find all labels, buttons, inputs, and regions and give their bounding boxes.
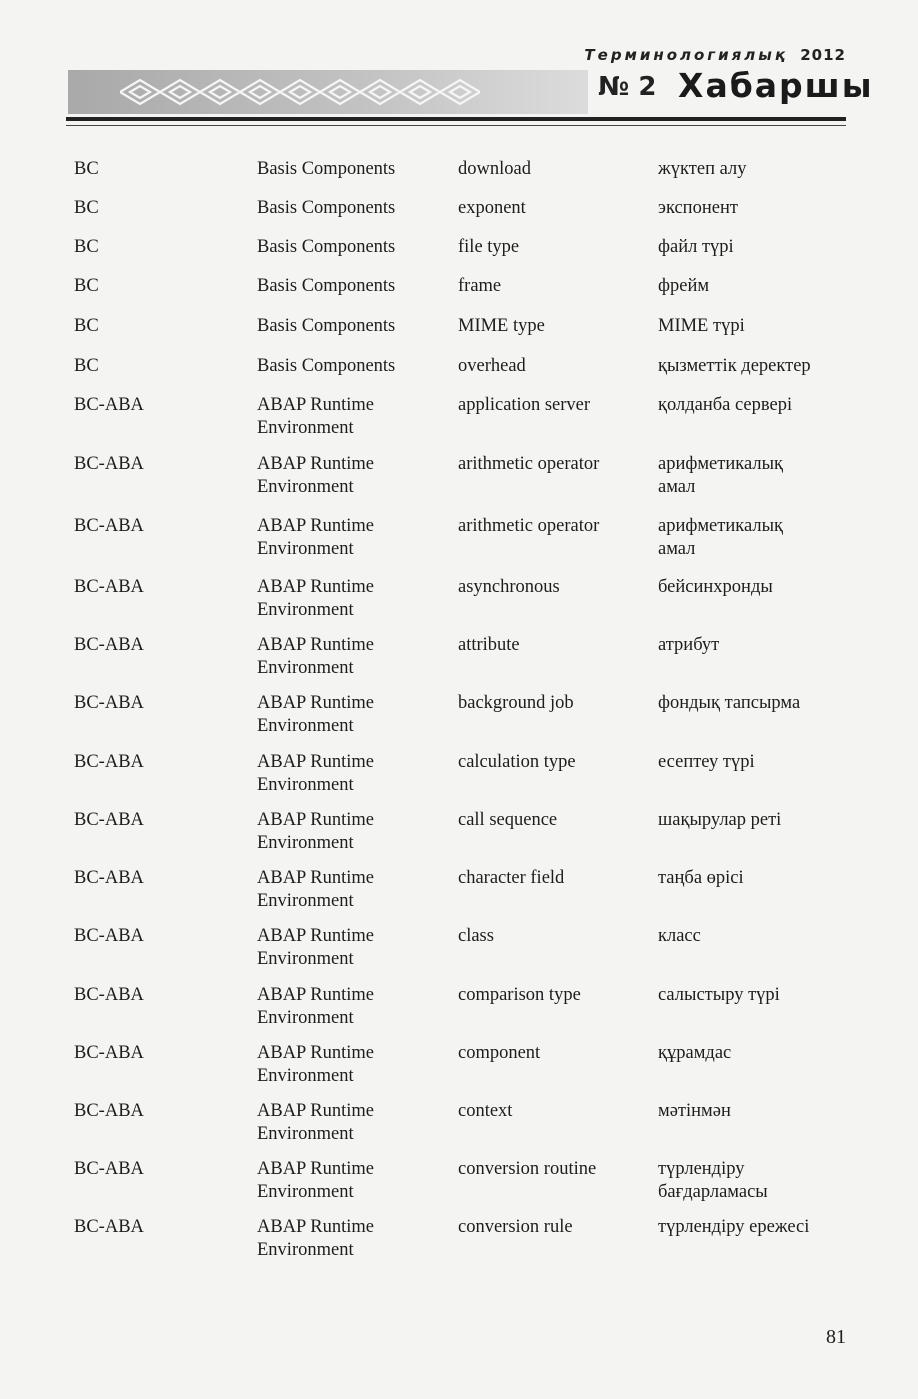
- english-term-cell: context: [458, 1101, 513, 1121]
- subject-area-cell: ABAP Runtime Environment: [257, 926, 375, 969]
- subject-area-cell: Basis Components: [257, 198, 396, 218]
- subject-area-cell: ABAP Runtime Environment: [257, 395, 375, 438]
- abbreviation-cell: BC-ABA: [74, 635, 144, 655]
- kazakh-term-cell: мәтінмән: [658, 1101, 731, 1121]
- kazakh-term-cell: қолданба сервері: [658, 395, 793, 415]
- english-term-cell: arithmetic operator: [458, 454, 600, 474]
- kazakh-term-cell: түрлендіру бағдарламасы: [658, 1159, 768, 1202]
- abbreviation-cell: BC-ABA: [74, 926, 144, 946]
- kazakh-term-cell: экспонент: [658, 198, 738, 218]
- subject-area-cell: ABAP Runtime Environment: [257, 577, 375, 620]
- subject-area-cell: Basis Components: [257, 237, 396, 257]
- english-term-cell: exponent: [458, 198, 526, 218]
- kazakh-term-cell: файл түрі: [658, 237, 734, 257]
- english-term-cell: overhead: [458, 356, 526, 376]
- english-term-cell: arithmetic operator: [458, 516, 600, 536]
- abbreviation-cell: BC: [74, 198, 99, 218]
- subject-area-cell: ABAP Runtime Environment: [257, 454, 375, 497]
- abbreviation-cell: BC-ABA: [74, 1043, 144, 1063]
- english-term-cell: comparison type: [458, 985, 581, 1005]
- journal-series-line: [584, 46, 846, 64]
- subject-area-cell: ABAP Runtime Environment: [257, 693, 375, 736]
- ornament-band: [68, 70, 588, 114]
- header-rule-thin: [66, 125, 846, 126]
- english-term-cell: conversion routine: [458, 1159, 597, 1179]
- abbreviation-cell: BC: [74, 276, 99, 296]
- kazakh-term-cell: жүктеп алу: [658, 159, 747, 179]
- journal-name: Хабаршы: [678, 66, 874, 105]
- kazakh-term-cell: қызметтік деректер: [658, 356, 811, 376]
- english-term-cell: download: [458, 159, 531, 179]
- kazakh-term-cell: бейсинхронды: [658, 577, 773, 597]
- english-term-cell: component: [458, 1043, 541, 1063]
- english-term-cell: conversion rule: [458, 1217, 573, 1237]
- english-term-cell: file type: [458, 237, 520, 257]
- abbreviation-cell: BC-ABA: [74, 395, 144, 415]
- kazakh-term-cell: шақырулар реті: [658, 810, 782, 830]
- abbreviation-cell: BC: [74, 316, 99, 336]
- kazakh-term-cell: арифметикалық амал: [658, 454, 783, 497]
- kazakh-term-cell: фондық тапсырма: [658, 693, 801, 713]
- ornament-pattern-icon: [120, 76, 480, 108]
- english-term-cell: frame: [458, 276, 502, 296]
- kazakh-term-cell: таңба өрісі: [658, 868, 744, 888]
- subject-area-cell: Basis Components: [257, 276, 396, 296]
- english-term-cell: attribute: [458, 635, 520, 655]
- journal-year: 2012: [800, 46, 846, 64]
- abbreviation-cell: BC-ABA: [74, 454, 144, 474]
- subject-area-cell: ABAP Runtime Environment: [257, 516, 375, 559]
- kazakh-term-cell: MIME түрі: [658, 316, 745, 336]
- kazakh-term-cell: атрибут: [658, 635, 720, 655]
- subject-area-cell: ABAP Runtime Environment: [257, 868, 375, 911]
- subject-area-cell: ABAP Runtime Environment: [257, 1159, 375, 1202]
- abbreviation-cell: BC-ABA: [74, 752, 144, 772]
- subject-area-cell: ABAP Runtime Environment: [257, 635, 375, 678]
- kazakh-term-cell: класс: [658, 926, 701, 946]
- english-term-cell: class: [458, 926, 494, 946]
- kazakh-term-cell: фрейм: [658, 276, 710, 296]
- abbreviation-cell: BC-ABA: [74, 693, 144, 713]
- page-number: 81: [826, 1326, 846, 1348]
- subject-area-cell: Basis Components: [257, 159, 396, 179]
- abbreviation-cell: BC-ABA: [74, 868, 144, 888]
- subject-area-cell: ABAP Runtime Environment: [257, 1043, 375, 1086]
- subject-area-cell: ABAP Runtime Environment: [257, 1217, 375, 1260]
- subject-area-cell: Basis Components: [257, 356, 396, 376]
- abbreviation-cell: BC-ABA: [74, 1217, 144, 1237]
- kazakh-term-cell: түрлендіру ережесі: [658, 1217, 810, 1237]
- kazakh-term-cell: есептеу түрі: [658, 752, 755, 772]
- abbreviation-cell: BC: [74, 356, 99, 376]
- abbreviation-cell: BC-ABA: [74, 1159, 144, 1179]
- kazakh-term-cell: салыстыру түрі: [658, 985, 780, 1005]
- subject-area-cell: ABAP Runtime Environment: [257, 810, 375, 853]
- subject-area-cell: ABAP Runtime Environment: [257, 752, 375, 795]
- abbreviation-cell: BC-ABA: [74, 516, 144, 536]
- english-term-cell: asynchronous: [458, 577, 560, 597]
- english-term-cell: character field: [458, 868, 565, 888]
- english-term-cell: MIME type: [458, 316, 545, 336]
- english-term-cell: background job: [458, 693, 574, 713]
- abbreviation-cell: BC: [74, 159, 99, 179]
- abbreviation-cell: BC-ABA: [74, 577, 144, 597]
- english-term-cell: call sequence: [458, 810, 558, 830]
- subject-area-cell: ABAP Runtime Environment: [257, 985, 375, 1028]
- abbreviation-cell: BC: [74, 237, 99, 257]
- english-term-cell: calculation type: [458, 752, 576, 772]
- header-rule-thick: [66, 117, 846, 121]
- kazakh-term-cell: құрамдас: [658, 1043, 732, 1063]
- kazakh-term-cell: арифметикалық амал: [658, 516, 783, 559]
- journal-series: Терминологиялық: [584, 46, 789, 64]
- subject-area-cell: Basis Components: [257, 316, 396, 336]
- english-term-cell: application server: [458, 395, 591, 415]
- abbreviation-cell: BC-ABA: [74, 985, 144, 1005]
- abbreviation-cell: BC-ABA: [74, 1101, 144, 1121]
- subject-area-cell: ABAP Runtime Environment: [257, 1101, 375, 1144]
- abbreviation-cell: BC-ABA: [74, 810, 144, 830]
- issue-number: № 2: [598, 72, 657, 102]
